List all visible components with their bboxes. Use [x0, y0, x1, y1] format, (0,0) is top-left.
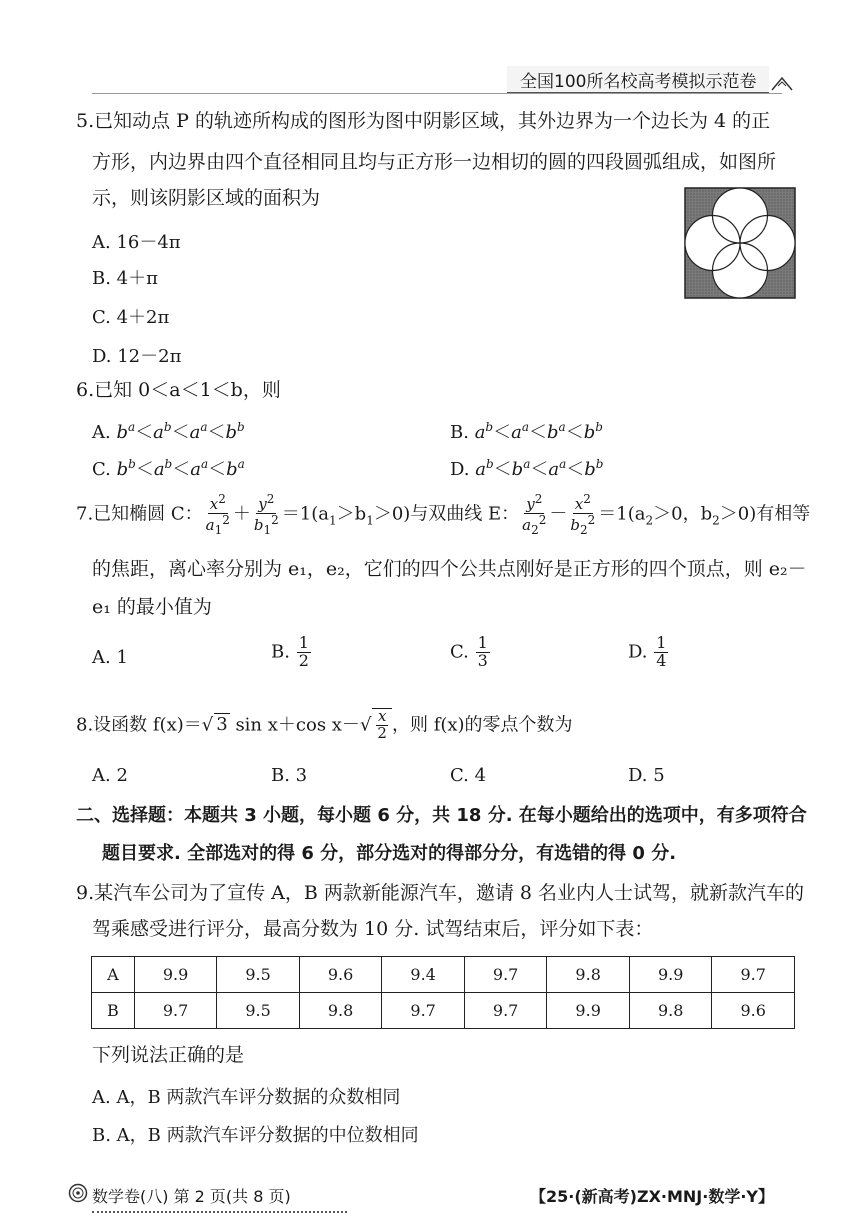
q9-prompt: 下列说法正确的是: [92, 1044, 245, 1066]
q9-line2: 驾乘感受进行评分，最高分数为 10 分. 试驾结束后，评分如下表：: [92, 918, 654, 940]
scores-table: [91, 956, 795, 1029]
table-cell: 9.7: [712, 957, 795, 993]
q6-option-a: A. $b^a<a^b<a^a<b^b$: [92, 420, 245, 443]
footer-code: 【25·(新高考)ZX·MNJ·数学·Y】: [530, 1187, 774, 1206]
q6-option-b-label: B.: [450, 422, 469, 443]
header-title: 全国100所名校高考模拟示范卷: [520, 72, 757, 92]
q5-option-d: D. 12－2π: [92, 346, 182, 367]
table-cell: 9.7: [464, 993, 547, 1029]
q7-hyperbola-frac-y: $\frac{y^2}{a_2^2}$: [522, 492, 547, 537]
table-cell: 9.7: [382, 993, 465, 1029]
header-ornament: [770, 72, 794, 94]
q6-option-c: C. $b^b<a^b<a^a<b^a$: [92, 457, 245, 480]
q8-sqrt-frac: $\frac{x}{2}$: [372, 708, 392, 742]
q9-line1: 9.某汽车公司为了宣传 A，B 两款新能源汽车，邀请 8 名业内人士试驾，就新款汽车的: [76, 882, 805, 904]
q6-option-d-label: D.: [450, 459, 470, 480]
q7-mid6: ＞0)有相等: [719, 503, 811, 525]
q8-option-b: B. 3: [271, 765, 308, 786]
table-cell: 9.4: [382, 957, 465, 993]
q7-mid4: ＝1(a: [598, 503, 646, 525]
q7-option-c-label: C.: [450, 641, 469, 663]
q7-option-b-frac: $\frac{1}{2}$: [298, 633, 309, 670]
q7-ellipse-frac-x: $\frac{x^2}{a_1^2}$: [205, 492, 230, 537]
q8-option-d: D. 5: [628, 765, 665, 786]
q8-option-a: A. 2: [92, 765, 128, 786]
q5-option-b: B. 4＋π: [92, 268, 158, 289]
footer-page-info: 数学卷(八) 第 2 页(共 8 页): [92, 1187, 291, 1206]
q7-option-c: [450, 635, 491, 670]
q5-line2: 方形，内边界由四个直径相同且均与正方形一边相切的圆的四段圆弧组成，如图所: [92, 151, 777, 173]
table-cell: 9.9: [547, 993, 630, 1029]
q5-line1: 5.已知动点 P 的轨迹所构成的图形为图中阴影区域，其外边界为一个边长为 4 的正: [76, 110, 771, 132]
section2-line1: 二、选择题：本题共 3 小题，每小题 6 分，共 18 分. 在每小题给出的选项中，有多项符合: [76, 805, 807, 826]
table-cell: 9.8: [299, 993, 382, 1029]
table-cell: 9.5: [217, 957, 300, 993]
q7-option-d-frac: $\frac{1}{4}$: [656, 633, 667, 670]
q7-option-b: [271, 635, 312, 670]
q9-option-a: A. A，B 两款汽车评分数据的众数相同: [92, 1087, 401, 1108]
q8-suffix: ，则 f(x)的零点个数为: [391, 714, 573, 736]
section2-line2: 题目要求. 全部选对的得 6 分，部分选对的得部分分，有选错的得 0 分.: [102, 843, 677, 864]
q7-mid1: ＝1(a: [281, 503, 330, 525]
q5-line3: 示，则该阴影区域的面积为: [92, 187, 321, 209]
q8-middle: sin x＋cos x－: [235, 714, 360, 736]
q6-option-c-label: C.: [92, 459, 111, 480]
table-cell: 9.8: [547, 957, 630, 993]
q7-mid2: ＞b: [336, 503, 367, 525]
table-cell: 9.7: [134, 993, 217, 1029]
q6-option-d: D. $a^b<b^a<a^a<b^b$: [450, 457, 604, 480]
q8-stem: 8.设函数 f(x)＝√ 3 sin x＋cos x－√ $\frac{x}{2}$ ，则 f(x)的零点个数为: [76, 707, 573, 742]
q6-option-b: B. $a^b<a^a<b^a<b^b$: [450, 420, 603, 443]
q8-sqrt3: 3: [216, 714, 228, 736]
table-cell: 9.8: [629, 993, 712, 1029]
q7-option-d: [628, 635, 669, 670]
q5-figure: [684, 187, 796, 299]
q7-option-a: A. 1: [92, 647, 128, 668]
q8-option-c: C. 4: [450, 765, 487, 786]
row-label-a: A: [92, 957, 135, 993]
q7-line2: 的焦距，离心率分别为 e₁，e₂，它们的四个公共点刚好是正方形的四个顶点，则 e₂－: [92, 558, 807, 580]
q7-prefix: 7.已知椭圆 C：: [76, 503, 203, 525]
q5-option-a: A. 16－4π: [92, 232, 181, 253]
q6-option-a-label: A.: [92, 422, 111, 443]
table-cell: 9.6: [712, 993, 795, 1029]
header-rule: [92, 93, 782, 94]
q5-option-c: C. 4＋2π: [92, 307, 170, 328]
q7-mid3: ＞0)与双曲线 E：: [373, 503, 520, 525]
q7-ellipse-frac-y: $\frac{y^2}{b_1^2}$: [253, 492, 279, 537]
footer-wavy-underline: [92, 1207, 347, 1213]
table-cell: 9.9: [134, 957, 217, 993]
q7-option-b-label: B.: [271, 641, 290, 663]
q7-hyperbola-frac-x: $\frac{x^2}{b_2^2}$: [570, 492, 596, 537]
table-row: [92, 993, 795, 1029]
q7-option-c-frac: $\frac{1}{3}$: [477, 633, 488, 670]
q8-prefix: 8.设函数 f(x)＝: [76, 714, 202, 736]
table-cell: 9.6: [299, 957, 382, 993]
q6-stem: 6.已知 0＜a＜1＜b，则: [76, 379, 281, 401]
q7-line1: 7.已知椭圆 C： $\frac{x^2}{a_1^2}$ ＋ $\frac{y^2}{b_1^2}$ $=1(a_1>b_1>0)$与双曲线 E： $\frac{y^2}{a_2^2}$ － $\frac{x^2}{b_2^2}$ $=1(a_2>0$，$b_2>0$)有相等: [76, 492, 811, 537]
q7-line3: e₁ 的最小值为: [92, 596, 212, 618]
footer-seal-icon: [68, 1183, 88, 1203]
q7-option-d-label: D.: [628, 641, 648, 663]
table-cell: 9.5: [217, 993, 300, 1029]
q7-mid5: ＞0，b: [653, 503, 713, 525]
table-row: [92, 957, 795, 993]
q9-option-b: B. A，B 两款汽车评分数据的中位数相同: [92, 1125, 419, 1146]
table-cell: 9.9: [629, 957, 712, 993]
table-cell: 9.7: [464, 957, 547, 993]
row-label-b: B: [92, 993, 135, 1029]
